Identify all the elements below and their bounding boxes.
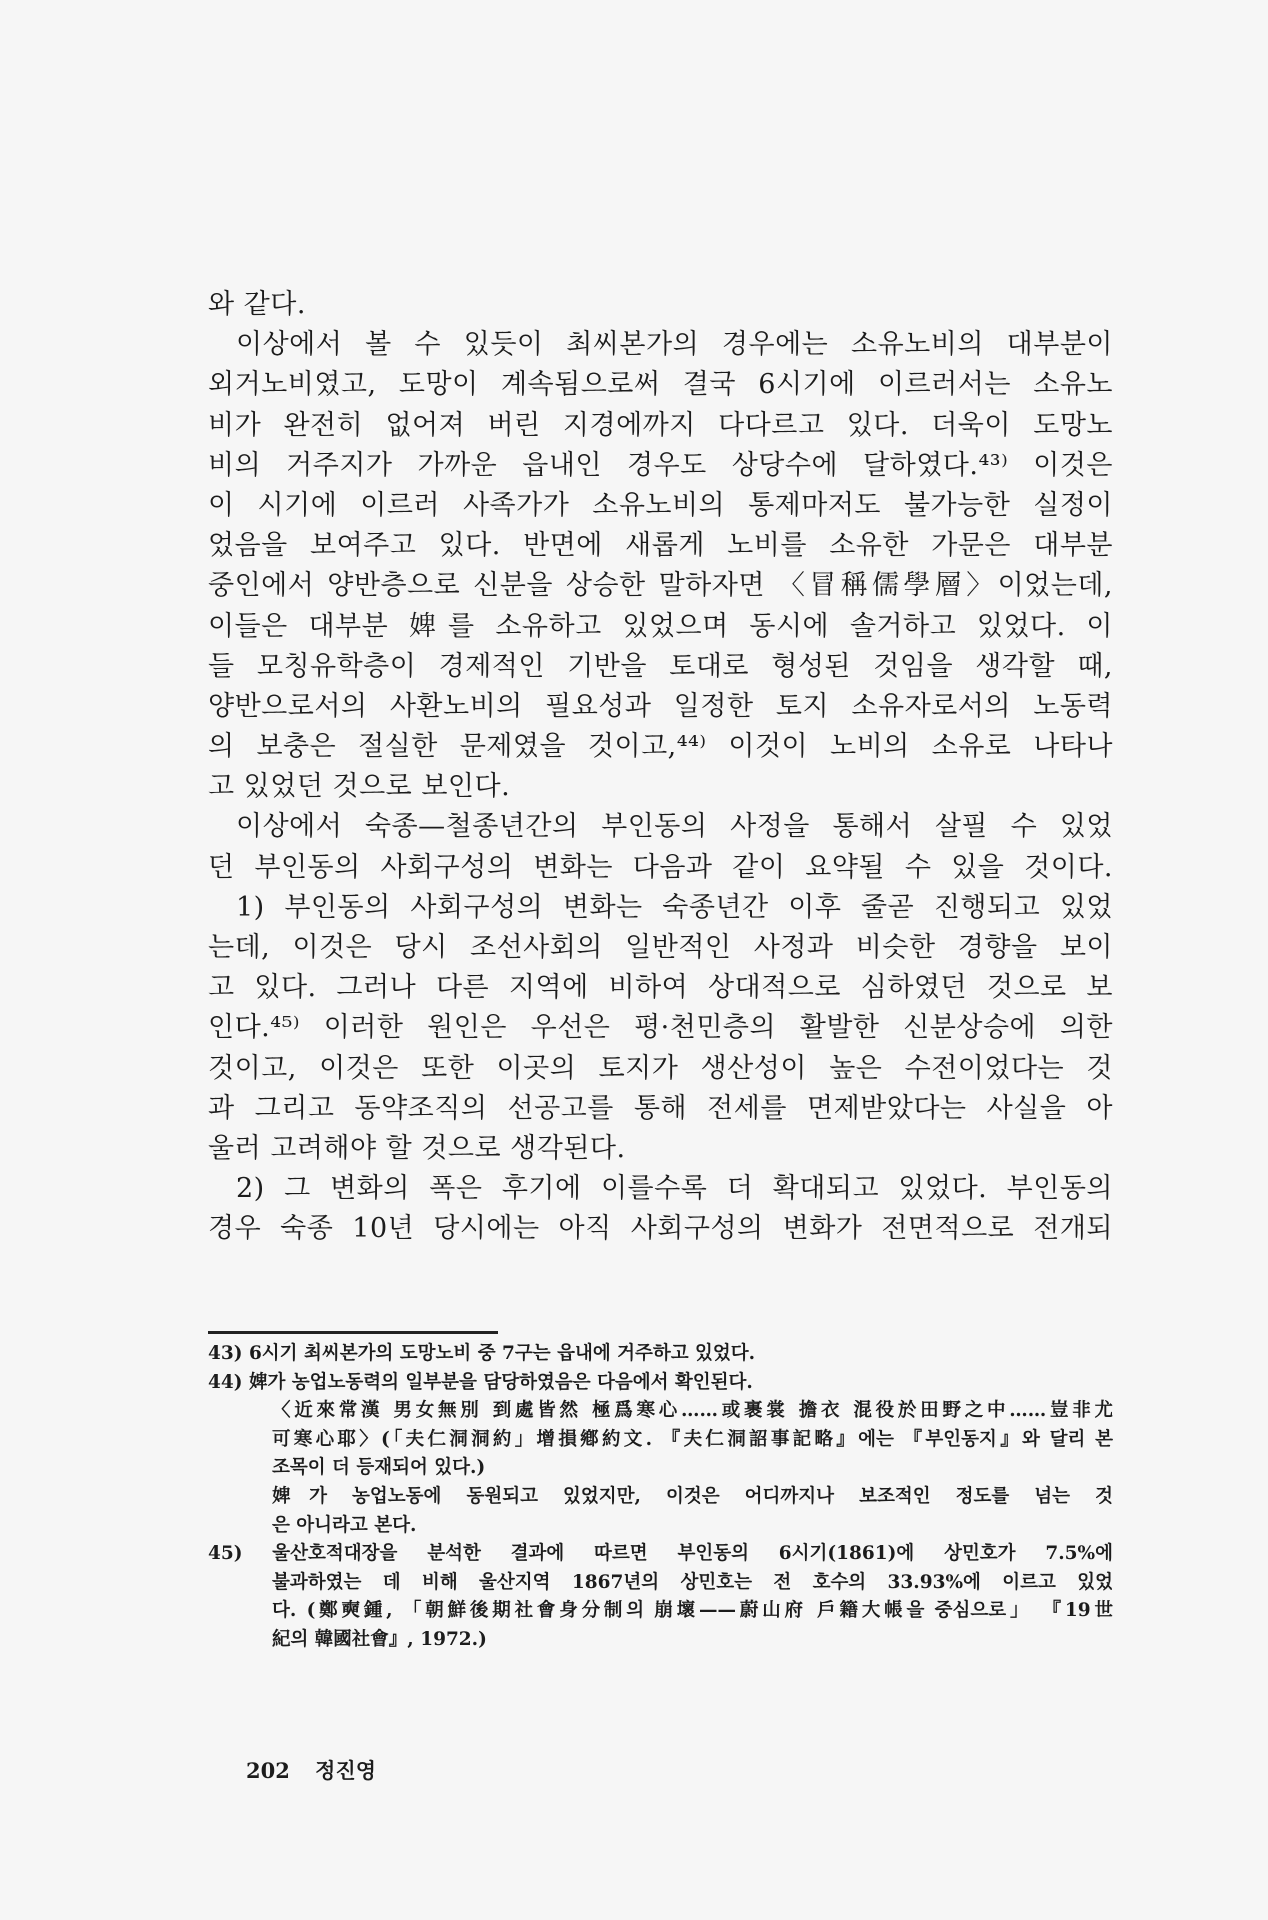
footnote-line: 다. (鄭奭鍾, 「朝鮮後期社會身分制의 崩壞——蔚山府 戶籍大帳을 중심으로」 『19世 — [272, 1600, 1113, 1622]
author-name: 정진영 — [315, 1758, 377, 1783]
body-line: 들 모칭유학층이 경제적인 기반을 토대로 형성된 것임을 생각할 때, — [208, 650, 1113, 682]
footnote-line: 可寒心耶〉(「夫仁洞洞約」增損鄕約文. 『夫仁洞詔事記略』에는 『부인동지』와 달리 본 — [272, 1428, 1113, 1450]
body-line: 이들은 대부분 婢를 소유하고 있었으며 동시에 솔거하고 있었다. 이 — [208, 610, 1113, 642]
footnote-line: 44) 婢가 농업노동력의 일부분을 담당하였음은 다음에서 확인된다. — [208, 1371, 753, 1393]
page-number: 202 — [246, 1758, 290, 1783]
body-line: 중인에서 양반층으로 신분을 상승한 말하자면 〈冒稱儒學層〉이었는데, — [208, 570, 1113, 602]
body-line: 었음을 보여주고 있다. 반면에 새롭게 노비를 소유한 가문은 대부분 — [208, 530, 1113, 562]
footnote-line: 〈近來常漢 男女無別 到處皆然 極爲寒心……或裹裳 擔衣 混役於田野之中……豈非尤 — [272, 1400, 1113, 1422]
body-line: 이상에서 숙종—철종년간의 부인동의 사정을 통해서 살필 수 있었 — [236, 811, 1113, 843]
footnote-line: 불과하였는 데 비해 울산지역 1867년의 상민호는 전 호수의 33.93%에 이르고 있었 — [272, 1571, 1113, 1593]
footnotes — [208, 1340, 1113, 1655]
body-line: 와 같다. — [208, 289, 306, 320]
body-line: 이상에서 볼 수 있듯이 최씨본가의 경우에는 소유노비의 대부분이 — [236, 329, 1113, 361]
body-line: 양반으로서의 사환노비의 필요성과 일정한 토지 소유자로서의 노동력 — [208, 690, 1113, 722]
footnote-line: 조목이 더 등재되어 있다.) — [272, 1457, 486, 1479]
body-line: 1) 부인동의 사회구성의 변화는 숙종년간 이후 줄곧 진행되고 있었 — [236, 891, 1113, 923]
footnote-line: 紀의 韓國社會』, 1972.) — [272, 1628, 487, 1650]
footnote-line: 婢가 농업노동에 동원되고 있었지만, 이것은 어디까지나 보조적인 정도를 넘는 것 — [272, 1485, 1113, 1507]
body-line: 의 보충은 절실한 문제였을 것이고,⁴⁴⁾ 이것이 노비의 소유로 나타나 — [208, 731, 1113, 763]
body-line: 경우 숙종 10년 당시에는 아직 사회구성의 변화가 전면적으로 전개되 — [208, 1213, 1113, 1245]
body-line: 비의 거주지가 가까운 읍내인 경우도 상당수에 달하였다.⁴³⁾ 이것은 — [208, 449, 1113, 481]
footnote-line: 45) 울산호적대장을 분석한 결과에 따르면 부인동의 6시기(1861)에 상민호가 7.5%에 — [208, 1543, 1113, 1565]
body-line: 외거노비였고, 도망이 계속됨으로써 결국 6시기에 이르러서는 소유노 — [208, 369, 1113, 401]
page-footer — [246, 1755, 376, 1785]
footnote-rule — [208, 1331, 498, 1334]
body-line: 2) 그 변화의 폭은 후기에 이를수록 더 확대되고 있었다. 부인동의 — [236, 1173, 1113, 1205]
body-line: 던 부인동의 사회구성의 변화는 다음과 같이 요약될 수 있을 것이다. — [208, 851, 1113, 883]
body-line: 는데, 이것은 당시 조선사회의 일반적인 사정과 비슷한 경향을 보이 — [208, 932, 1113, 963]
footnote-line: 은 아니라고 본다. — [272, 1514, 417, 1536]
body-line: 인다.⁴⁵⁾ 이러한 원인은 우선은 평·천민층의 활발한 신분상승에 의한 — [208, 1012, 1113, 1044]
body-line: 고 있다. 그러나 다른 지역에 비하여 상대적으로 심하였던 것으로 보 — [208, 972, 1113, 1004]
footnote-line: 43) 6시기 최씨본가의 도망노비 중 7구는 읍내에 거주하고 있었다. — [208, 1343, 756, 1364]
main-text — [208, 285, 1113, 1250]
body-line: 이 시기에 이르러 사족가가 소유노비의 통제마저도 불가능한 실정이 — [208, 489, 1113, 521]
body-line: 것이고, 이것은 또한 이곳의 토지가 생산성이 높은 수전이었다는 것 — [208, 1052, 1113, 1084]
body-line: 울러 고려해야 할 것으로 생각된다. — [208, 1132, 626, 1164]
body-line: 과 그리고 동약조직의 선공고를 통해 전세를 면제받았다는 사실을 아 — [208, 1092, 1113, 1124]
body-line: 비가 완전히 없어져 버린 지경에까지 다다르고 있다. 더욱이 도망노 — [208, 409, 1113, 441]
body-line: 고 있었던 것으로 보인다. — [208, 771, 511, 803]
